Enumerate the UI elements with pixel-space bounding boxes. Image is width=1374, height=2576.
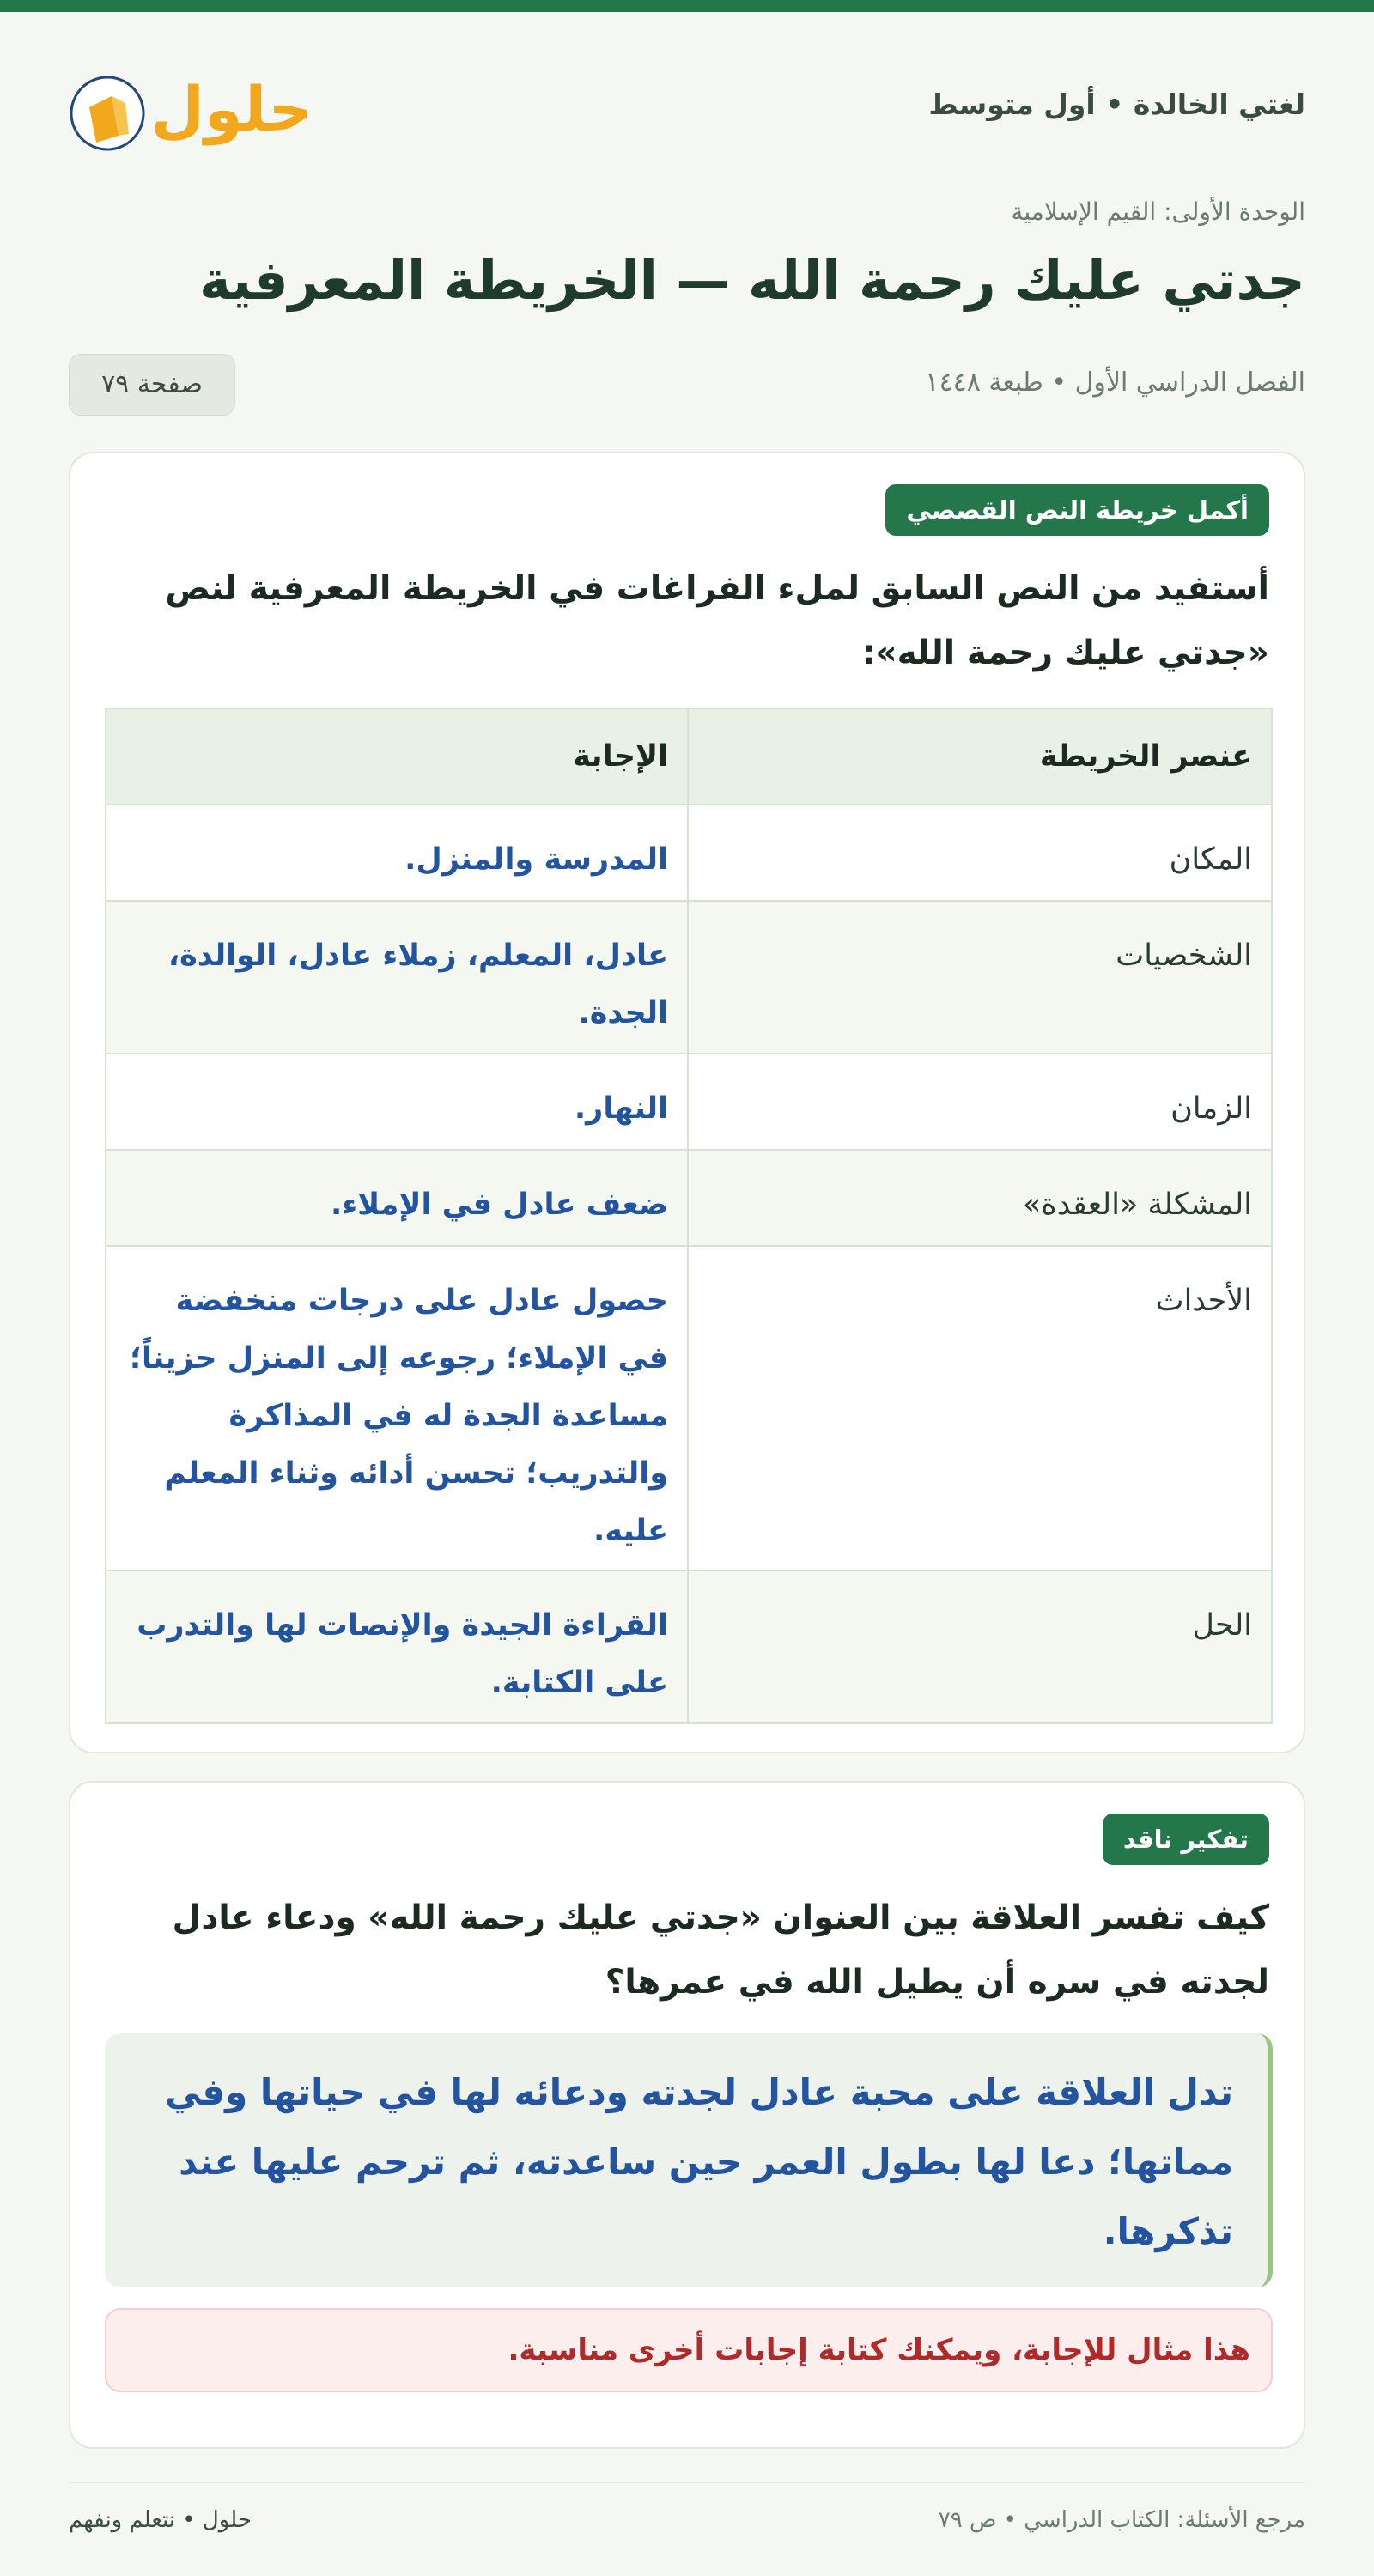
row-answer: القراءة الجيدة والإنصات لها والتدرب على الكتابة. xyxy=(106,1571,688,1723)
footer-divider xyxy=(69,2482,1305,2483)
unit-label: الوحدة الأولى: القيم الإسلامية xyxy=(1011,197,1305,226)
table-row xyxy=(106,1571,1272,1723)
critical-thinking-badge: تفكير ناقد xyxy=(1103,1814,1269,1865)
row-answer: النهار. xyxy=(106,1054,688,1150)
header-element: عنصر الخريطة xyxy=(688,708,1272,805)
row-element: المشكلة «العقدة» xyxy=(688,1150,1272,1246)
row-answer: ضعف عادل في الإملاء. xyxy=(106,1150,688,1246)
book-logo-icon[interactable] xyxy=(69,60,318,155)
row-element: المكان xyxy=(688,805,1272,901)
question-line-2: «جدتي عليك رحمة الله»: xyxy=(861,634,1269,672)
critical-thinking-card xyxy=(69,1781,1305,2449)
story-map-badge: أكمل خريطة النص القصصي xyxy=(885,484,1269,536)
table-row xyxy=(106,901,1272,1054)
table-row xyxy=(106,805,1272,901)
header-answer: الإجابة xyxy=(106,708,688,805)
answer-note: هذا مثال للإجابة، ويمكنك كتابة إجابات أخرى مناسبة. xyxy=(105,2308,1273,2392)
critical-thinking-question xyxy=(105,1886,1269,2014)
site-title: لغتي الخالدة • أول متوسط xyxy=(928,88,1305,121)
footer-brand[interactable]: حلول • نتعلم ونفهم xyxy=(69,2507,252,2533)
table-row xyxy=(106,1054,1272,1150)
table-row xyxy=(106,1246,1272,1571)
story-map-table xyxy=(105,708,1273,1724)
row-answer: المدرسة والمنزل. xyxy=(106,805,688,901)
question-line-2: لجدته في سره أن يطيل الله في عمرها؟ xyxy=(605,1963,1269,2002)
site-header xyxy=(69,60,1305,155)
table-header-row xyxy=(106,708,1272,805)
logo-text: حلول xyxy=(150,73,313,145)
row-answer: عادل، المعلم، زملاء عادل، الوالدة، الجدة. xyxy=(106,901,688,1054)
row-element: الحل xyxy=(688,1571,1272,1723)
row-element: الأحداث xyxy=(688,1246,1272,1571)
top-accent-bar xyxy=(0,0,1374,12)
question-line-1: كيف تفسر العلاقة بين العنوان «جدتي عليك رحمة الله» ودعاء عادل xyxy=(172,1899,1269,1937)
story-map-question xyxy=(105,556,1269,685)
row-element: الشخصيات xyxy=(688,901,1272,1054)
table-row xyxy=(106,1150,1272,1246)
semester-edition: الفصل الدراسي الأول • طبعة ١٤٤٨ xyxy=(925,368,1305,398)
page-title: جدتي عليك رحمة الله — الخريطة المعرفية xyxy=(199,249,1305,312)
model-answer: تدل العلاقة على محبة عادل لجدته ودعائه لها في حياتها وفي مماتها؛ دعا لها بطول العمر حين ساعدته، ثم ترحم عليها عند تذكرها. xyxy=(105,2033,1273,2287)
story-map-card xyxy=(69,452,1305,1753)
page-number-badge: صفحة ٧٩ xyxy=(69,354,235,416)
footer-reference: مرجع الأسئلة: الكتاب الدراسي • ص ٧٩ xyxy=(938,2507,1305,2533)
row-element: الزمان xyxy=(688,1054,1272,1150)
question-line-1: أستفيد من النص السابق لملء الفراغات في الخريطة المعرفية لنص xyxy=(165,569,1269,608)
row-answer: حصول عادل على درجات منخفضة في الإملاء؛ رجوعه إلى المنزل حزيناً؛ مساعدة الجدة له في المذاكرة والتدريب؛ تحسن أدائه وثناء المعلم عليه. xyxy=(106,1246,688,1571)
